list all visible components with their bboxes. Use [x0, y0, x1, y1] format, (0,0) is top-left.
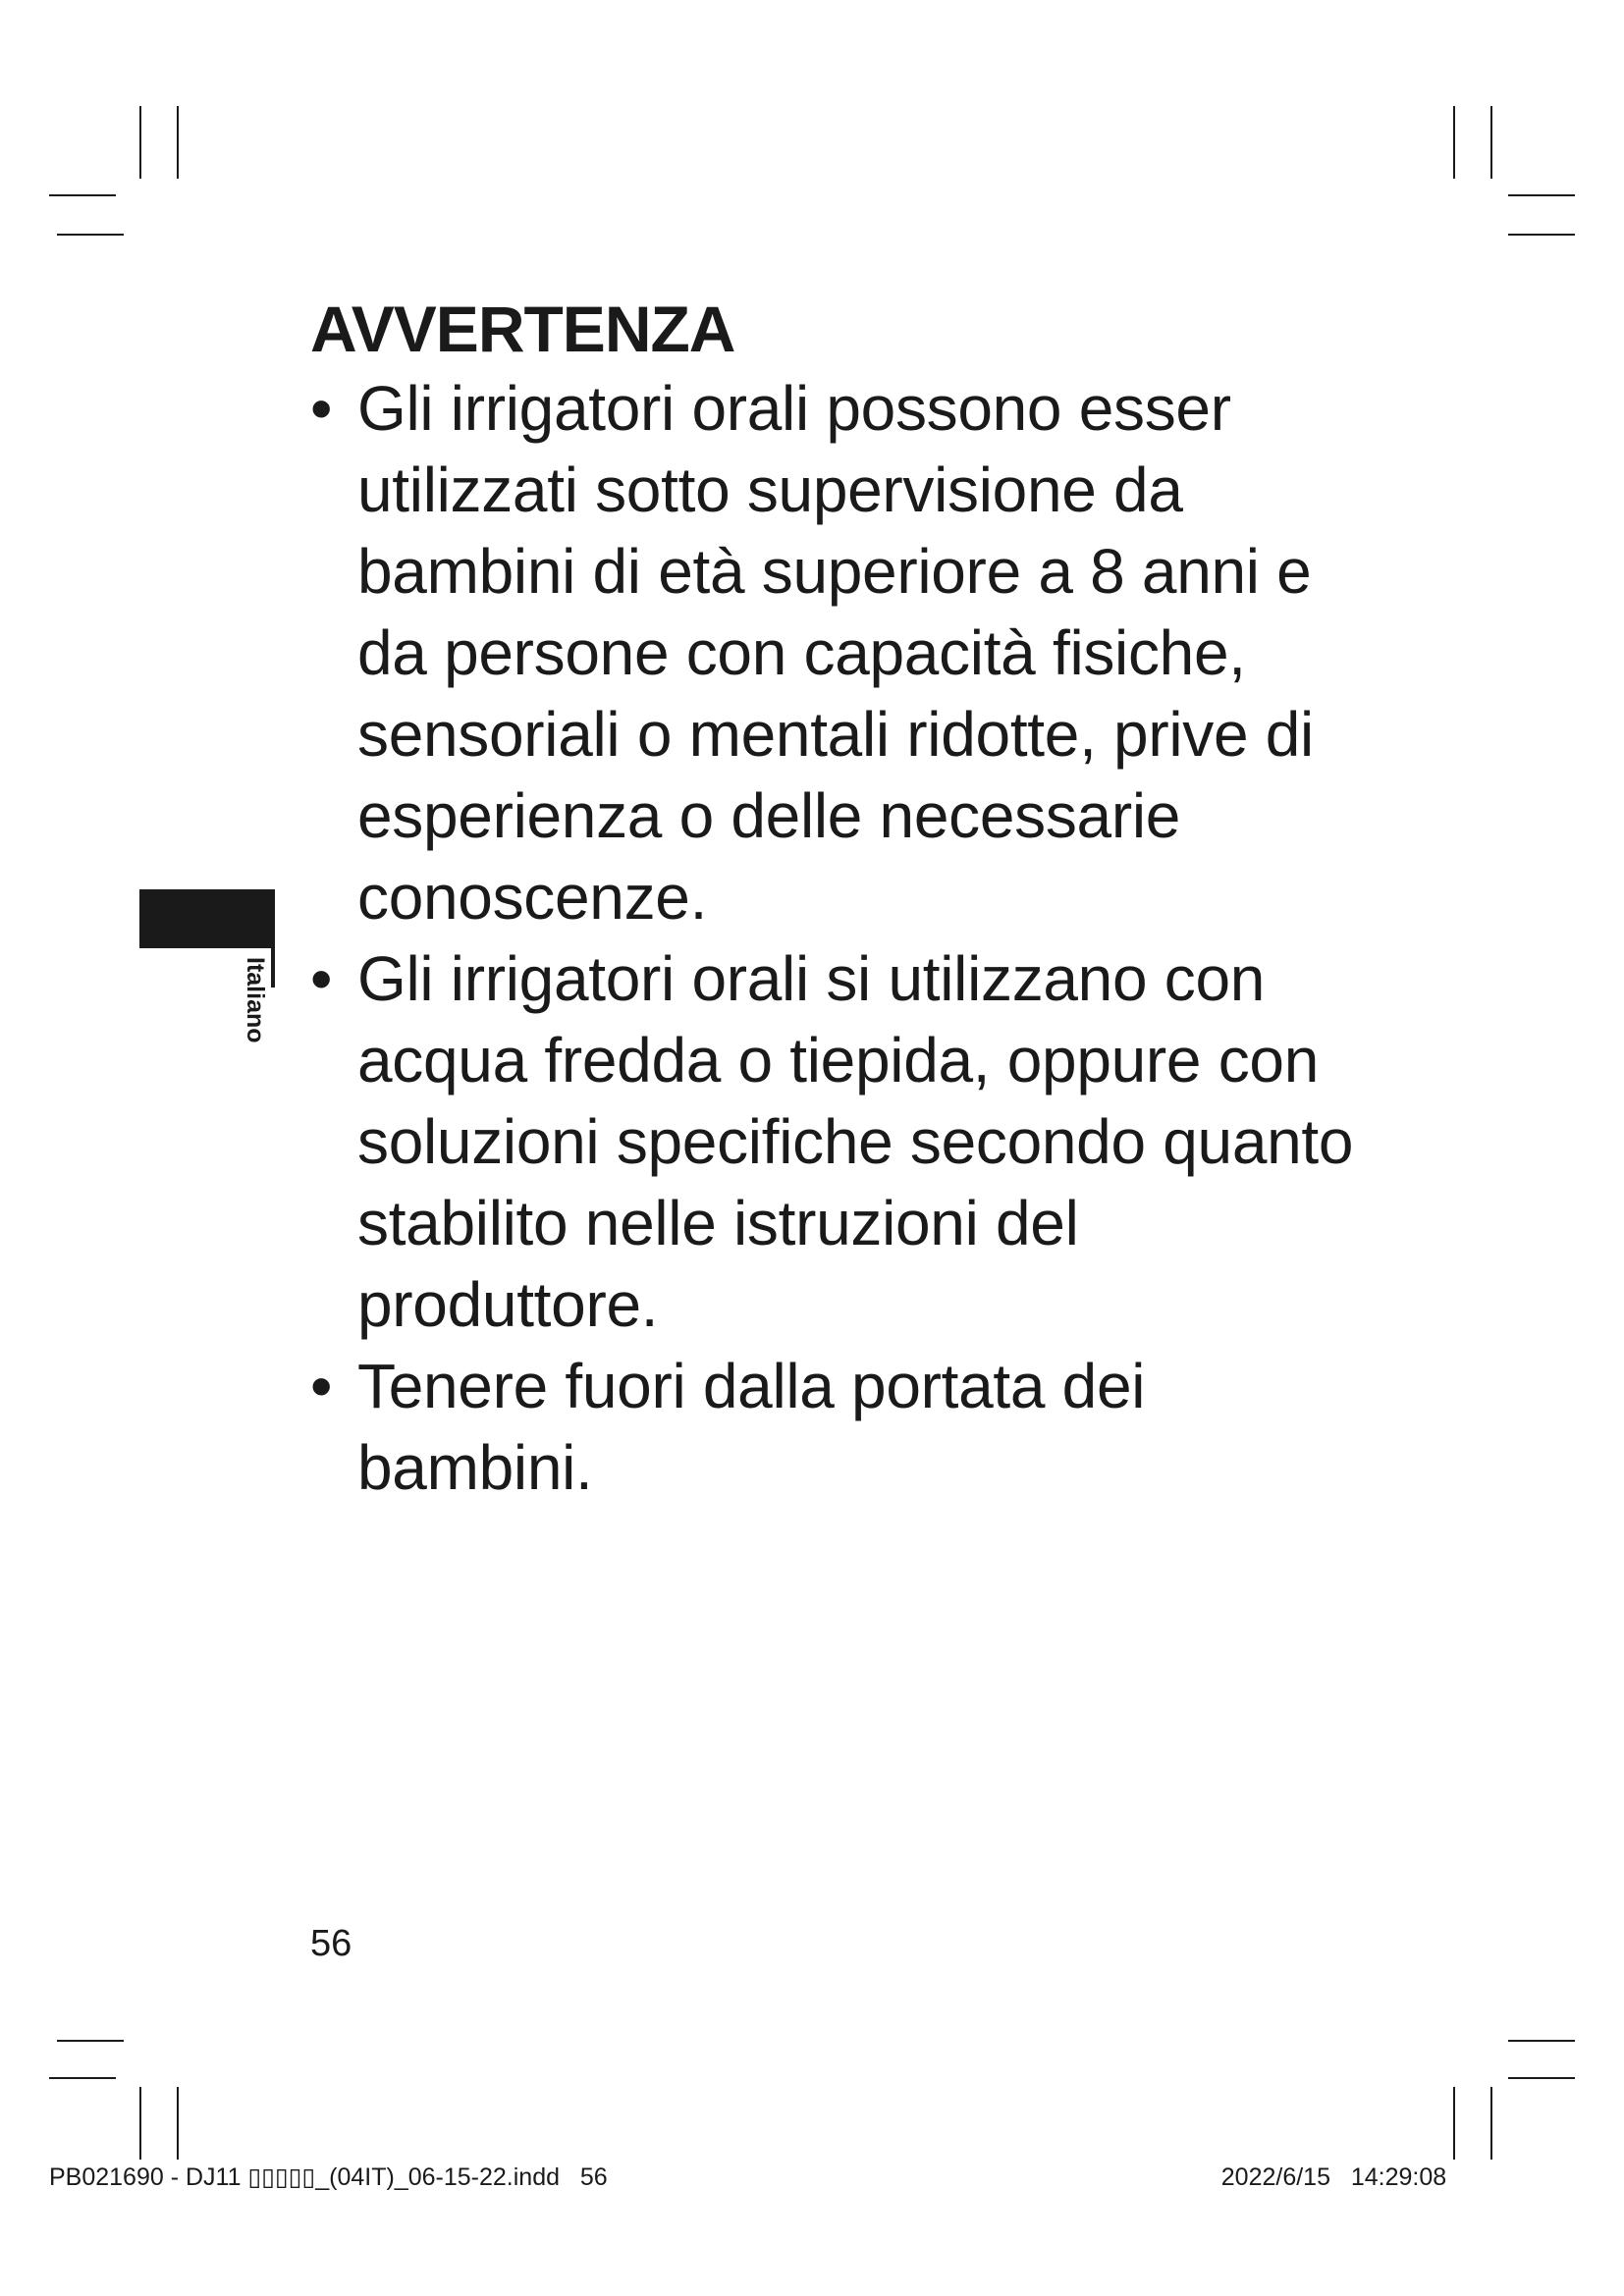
crop-mark	[177, 2087, 179, 2160]
print-slug: PB021690 - DJ11 ▯▯▯▯▯_(04IT)_06-15-22.indd 56 2022/6/15 14:29:08	[49, 2163, 1447, 2191]
crop-mark	[1508, 2040, 1575, 2042]
warning-heading: AVVERTENZA	[310, 293, 735, 365]
language-tab-marker	[139, 889, 275, 948]
warning-list	[310, 368, 1390, 1509]
warning-item-water: • Gli irrigatori orali si utilizzano con acqua fredda o tiepida, oppure con soluzioni specifiche secondo quanto stabilito nelle istruzioni del produttore.	[310, 938, 1359, 1346]
crop-mark	[57, 2040, 124, 2042]
warning-item-children: • Tenere fuori dalla portata dei bambini.	[310, 1346, 1359, 1509]
crop-mark	[1508, 194, 1575, 196]
crop-mark	[49, 2077, 116, 2079]
crop-mark	[1508, 2077, 1575, 2079]
language-tab-rule	[271, 948, 275, 988]
crop-mark	[57, 234, 124, 236]
crop-mark	[1490, 2087, 1492, 2160]
crop-mark	[49, 194, 116, 196]
crop-mark	[177, 106, 179, 179]
crop-mark	[139, 106, 141, 179]
crop-mark	[1508, 234, 1575, 236]
language-tab-label: Italiano	[242, 957, 269, 1043]
warning-section	[310, 290, 1390, 1509]
crop-mark	[1453, 106, 1455, 179]
crop-mark	[139, 2087, 141, 2160]
crop-mark	[1490, 106, 1492, 179]
page-number: 56	[310, 1923, 352, 1964]
warning-item-supervision: • Gli irrigatori orali possono esser utilizzati sotto supervisione da bambini di età superiore a 8 anni e da persone con capacità fisiche, sensoriali o mentali ridotte, prive di esperienza o delle necessarie conoscenze.	[310, 368, 1359, 938]
crop-mark	[1453, 2087, 1455, 2160]
